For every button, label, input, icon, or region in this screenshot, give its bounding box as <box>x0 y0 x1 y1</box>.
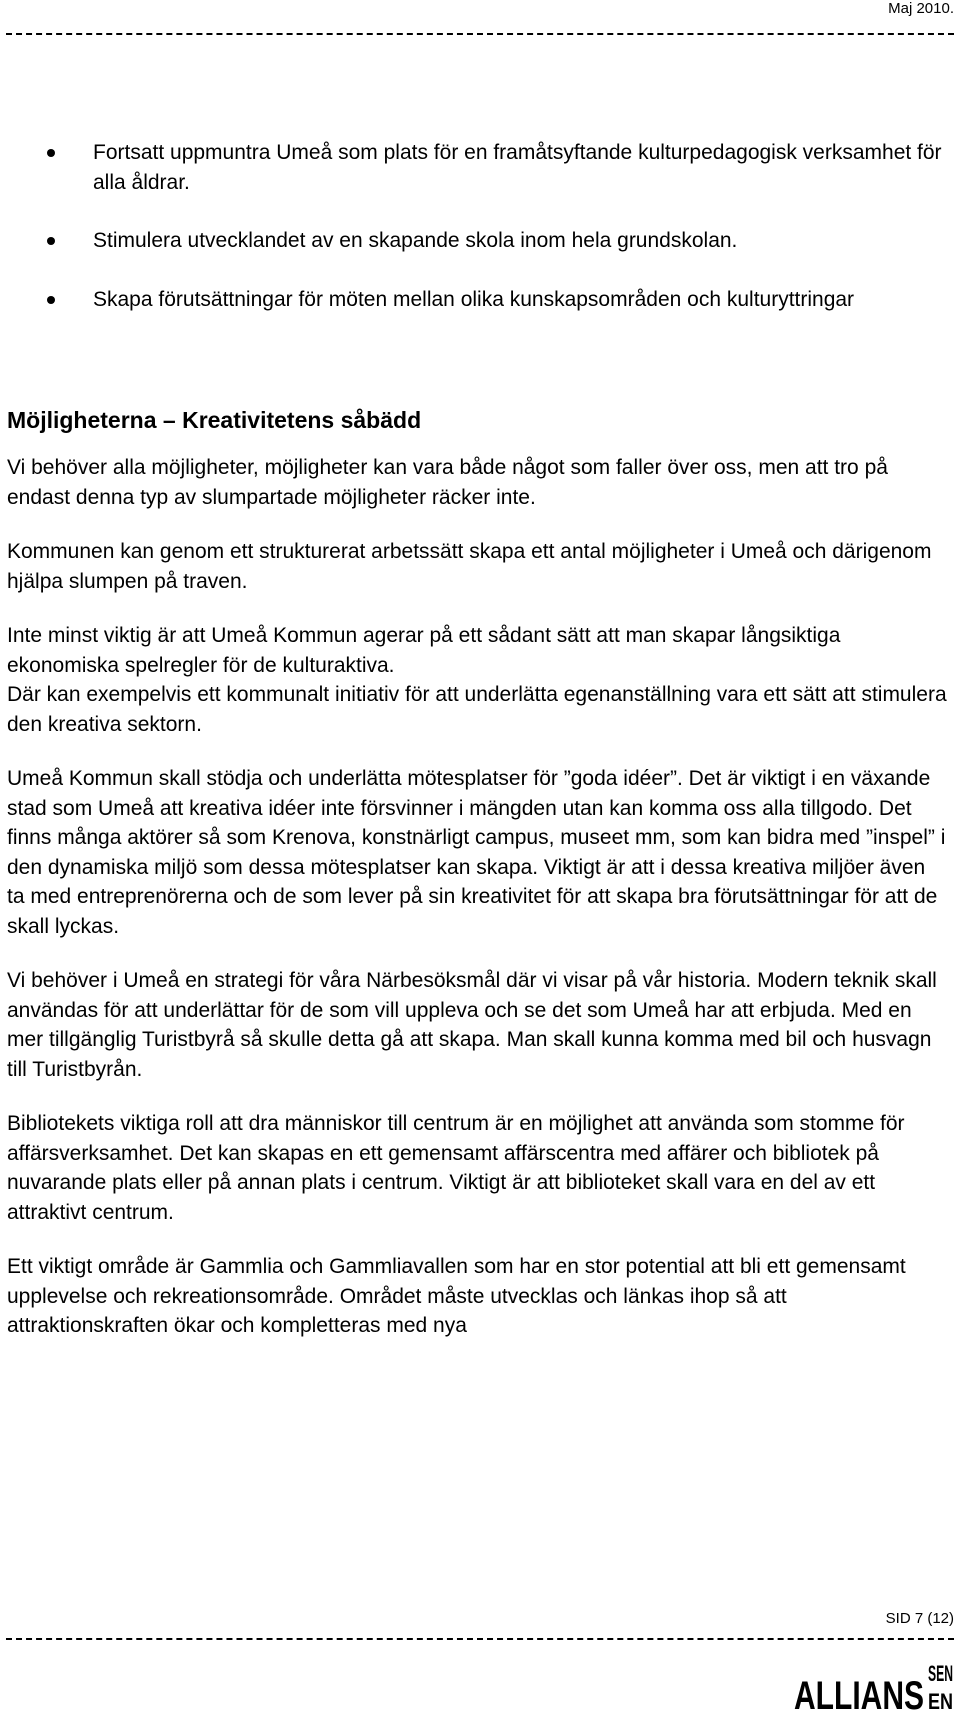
bullet-dot-icon <box>47 296 55 304</box>
bullet-dot-icon <box>47 237 55 245</box>
bullet-item <box>7 138 947 197</box>
section-heading: Möjligheterna – Kreativitetens såbädd <box>7 407 422 433</box>
paragraph: Kommunen kan genom ett strukturerat arbetssätt skapa ett antal möjligheter i Umeå och därigenom hjälpa slumpen på traven. <box>7 540 932 593</box>
bullet-text: Skapa förutsättningar för möten mellan olika kunskapsområden och kulturyttringar <box>93 287 855 311</box>
paragraph: Umeå Kommun skall stödja och underlätta mötesplatser för ”goda idéer”. Det är viktigt i en växande stad som Umeå att kreativa idéer inte försvinner i mängden utan kan komma oss alla tillgodo. Det finns många aktörer så som Krenova, konstnärligt campus, museet mm, som kan bidra med ”inspel” i den dynamiska miljö som dessa mötesplatser kan skapa. Viktigt är att i dessa kreativa miljöer även ta med entreprenörerna och de som lever på sin kreativitet för att skapa bra förutsättningar för att de skall lyckas. <box>7 767 946 938</box>
header-divider <box>6 33 954 35</box>
logo-side-top-text: SEN <box>928 1661 953 1686</box>
page-content <box>7 138 947 1366</box>
header-date: Maj 2010. <box>888 0 954 17</box>
paragraph: Ett viktigt område är Gammlia och Gammliavallen som har en stor potential att bli ett gemensamt upplevelse och rekreationsområde. Området måste utvecklas och länkas ihop så att attraktionskraften ökar och kompletteras med nya <box>7 1255 906 1337</box>
paragraph: Bibliotekets viktiga roll att dra människor till centrum är en möjlighet att använda som stomme för affärsverksamhet. Det kan skapas en ett gemensamt affärscentra med affärer och bibliotek på nuvarande plats eller på annan plats i centrum. Viktigt är att biblioteket skall vara en del av ett attraktivt centrum. <box>7 1112 905 1224</box>
bullet-text: Fortsatt uppmuntra Umeå som plats för en framåtsyftande kulturpedagogisk verksamhet för alla åldrar. <box>93 141 942 194</box>
bullet-dot-icon <box>47 149 55 157</box>
bullet-item <box>7 285 947 315</box>
paragraph: Där kan exempelvis ett kommunalt initiativ för att underlätta egenanställning vara ett sätt att stimulera den kreativa sektorn. <box>7 683 947 736</box>
paragraph: Inte minst viktig är att Umeå Kommun agerar på ett sådant sätt att man skapar långsiktiga ekonomiska spelregler för de kulturaktiva. <box>7 624 841 677</box>
bullet-text: Stimulera utvecklandet av en skapande skola inom hela grundskolan. <box>93 229 738 252</box>
page-number: SID 7 (12) <box>885 1610 954 1627</box>
logo-side-bottom-text: EN <box>928 1689 953 1714</box>
paragraph: Vi behöver i Umeå en strategi för våra Närbesöksmål där vi visar på vår historia. Modern teknik skall användas för att underlättar för de som vill uppleva och se det som Umeå har att erbjuda. Med en mer tillgänglig Turistbyrå så skulle detta gå att skapa. Man skall kunna komma med bil och husvagn till Turistbyrån. <box>7 969 937 1081</box>
alliansen-logo <box>794 1651 954 1714</box>
footer-divider <box>6 1638 954 1640</box>
goal-bullet-list <box>7 138 947 314</box>
logo-main-text: ALLIANS <box>794 1674 924 1714</box>
bullet-item <box>7 226 947 256</box>
paragraph: Vi behöver alla möjligheter, möjligheter kan vara både något som faller över oss, men att tro på endast denna typ av slumpartade möjligheter räcker inte. <box>7 456 888 509</box>
